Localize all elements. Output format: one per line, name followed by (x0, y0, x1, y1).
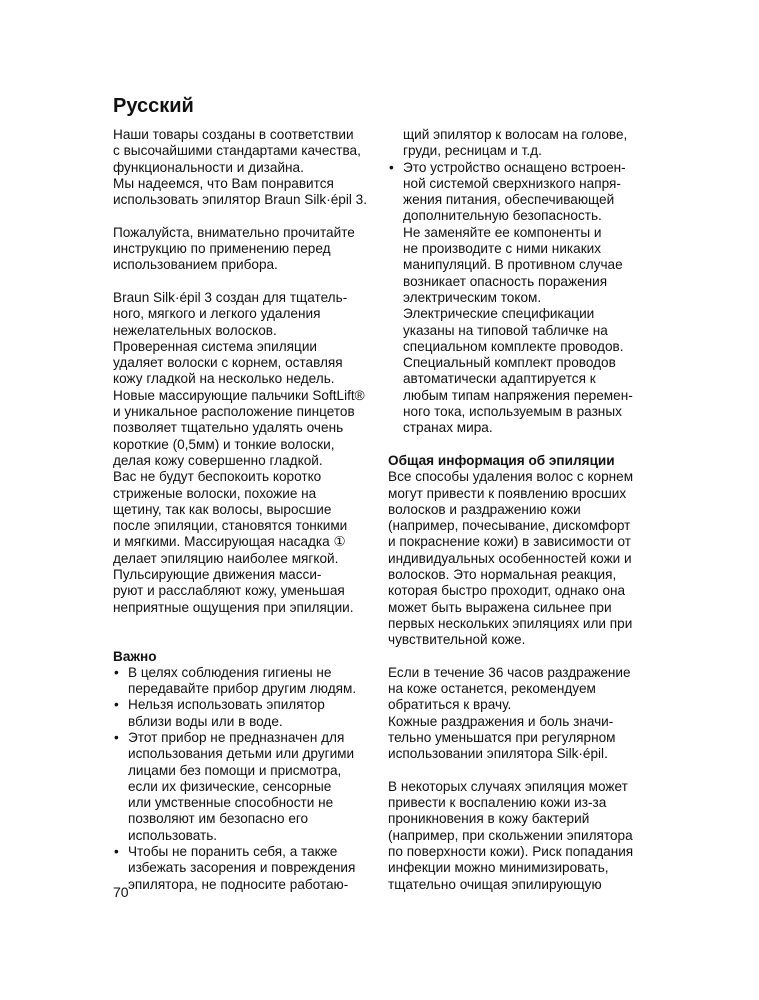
text-line (388, 697, 653, 713)
line-text: чувствительной коже. (388, 632, 526, 648)
line-text: Пульсирующие движения масси- (113, 567, 322, 583)
line-text: волосков и раздражению кожи (388, 501, 581, 517)
right-text-column (388, 127, 653, 893)
bullet-continuation (113, 763, 378, 779)
line-text: Braun Silk·épil 3 создан для тщатель- (113, 289, 348, 305)
bullet-continuation (388, 208, 653, 224)
text-line (388, 551, 653, 567)
line-text: ного, мягкого и легкого удаления (113, 306, 321, 322)
text-line (113, 192, 378, 208)
line-text: возникает опасность поражения (403, 273, 608, 289)
text-line (388, 600, 653, 616)
text-line (388, 632, 653, 648)
bullet-continuation (388, 339, 653, 355)
line-text: (например, почесывание, дискомфорт (388, 518, 631, 534)
line-text: удаляет волоски с корнем, оставляя (113, 355, 343, 371)
line-text: Мы надеемся, что Вам понравится (113, 175, 334, 191)
line-text: первых нескольких эпиляциях или при (388, 615, 633, 631)
line-text: Если в течение 36 часов раздражение (388, 664, 631, 680)
paragraph-gap (113, 208, 378, 224)
bullet-continuation (113, 746, 378, 762)
line-text: использования детьми или другими (128, 746, 355, 762)
line-text: по поверхности кожи). Риск попадания (388, 844, 634, 860)
line-text: Этот прибор не предназначен для (128, 729, 345, 745)
line-text: эпилятора, не подносите работаю- (128, 876, 349, 892)
line-text: использовать эпилятор Braun Silk·épil 3. (113, 192, 367, 208)
line-text: и покраснение кожи) в зависимости от (388, 534, 631, 550)
bullet-item (113, 844, 378, 860)
bullet-item (113, 665, 378, 681)
text-line (388, 811, 653, 827)
line-text: избежать засорения и повреждения (128, 860, 356, 876)
text-line (113, 469, 378, 485)
paragraph-gap (388, 649, 653, 665)
line-text: вблизи воды или в воде. (128, 713, 283, 729)
bullet-mark: • (114, 844, 119, 860)
line-text: использованием прибора. (113, 257, 278, 273)
bullet-continuation (388, 225, 653, 241)
text-line (113, 306, 378, 322)
text-line (388, 746, 653, 762)
line-text: привести к воспалению кожи из-за (388, 795, 607, 811)
text-line (388, 860, 653, 876)
line-text: которая быстро проходит, однако она (388, 583, 626, 599)
line-text: волосков. Это нормальная реакция, (388, 567, 617, 583)
text-line (113, 225, 378, 241)
bullet-continuation (388, 274, 653, 290)
page-number: 70 (113, 884, 129, 900)
line-text: манипуляций. В противном случае (403, 257, 623, 273)
line-text: и уникальное расположение пинцетов (113, 404, 355, 420)
line-text: специальном комплекте проводов. (403, 338, 624, 354)
line-text: ной системой сверхнизкого напря- (403, 175, 621, 191)
bullet-continuation (388, 241, 653, 257)
bullet-continuation (113, 795, 378, 811)
line-text: функциональности и дизайна. (113, 159, 304, 175)
left-text-column (113, 127, 378, 893)
line-text: В целях соблюдения гигиены не (128, 664, 332, 680)
bullet-continuation (113, 828, 378, 844)
line-text: использовании эпилятора Silk·épil. (388, 746, 608, 762)
text-line (113, 567, 378, 583)
text-line (113, 437, 378, 453)
text-line (388, 469, 653, 485)
line-text: нежелательных волосков. (113, 322, 277, 338)
bullet-continuation (113, 860, 378, 876)
bullet-item (388, 160, 653, 176)
paragraph-gap (388, 437, 653, 453)
bullet-mark: • (114, 729, 119, 745)
text-line (113, 355, 378, 371)
line-text: указаны на типовой табличке на (403, 322, 608, 338)
paragraph-gap (113, 274, 378, 290)
text-line (113, 290, 378, 306)
text-line (388, 616, 653, 632)
text-line (113, 257, 378, 273)
bullet-continuation (388, 127, 653, 143)
paragraph-gap (113, 632, 378, 648)
text-line (388, 795, 653, 811)
text-line (388, 583, 653, 599)
line-text: использовать. (128, 827, 218, 843)
line-text: позволяет тщательно удалять очень (113, 420, 344, 436)
line-text: электрическим током. (403, 289, 542, 305)
line-text: Специальный комплект проводов (403, 355, 616, 371)
text-line (113, 160, 378, 176)
line-text: странах мира. (403, 420, 493, 436)
line-text: руют и расслабляют кожу, уменьшая (113, 583, 345, 599)
bullet-continuation (388, 323, 653, 339)
section-heading (388, 453, 653, 469)
text-line (113, 502, 378, 518)
line-text: кожу гладкой на несколько недель. (113, 371, 335, 387)
line-text: не производите с ними никаких (403, 241, 602, 257)
line-text: может быть выражена сильнее при (388, 599, 612, 615)
text-line (113, 453, 378, 469)
bullet-mark: • (114, 697, 119, 713)
bullet-continuation (388, 176, 653, 192)
line-text: с высочайшими стандартами качества, (113, 143, 361, 159)
text-line (388, 518, 653, 534)
line-text: (например, при скольжении эпилятора (388, 827, 633, 843)
text-line (113, 583, 378, 599)
line-text: В некоторых случаях эпиляция может (388, 778, 628, 794)
section-heading (113, 649, 378, 665)
line-text: обратиться к врачу. (388, 697, 512, 713)
text-line (388, 877, 653, 893)
line-text: щетину, так как волосы, выросшие (113, 501, 332, 517)
line-text: Электрические спецификации (403, 306, 595, 322)
bullet-continuation (113, 681, 378, 697)
text-line (113, 143, 378, 159)
line-text: и мягкими. Массирующая насадка ① (113, 534, 346, 550)
line-text: Все способы удаления волос с корнем (388, 469, 634, 485)
line-text: Нельзя использовать эпилятор (128, 697, 325, 713)
line-text: щий эпилятор к волосам на голове, (403, 127, 628, 142)
text-line (113, 323, 378, 339)
line-text: позволяют им безопасно его (128, 811, 309, 827)
text-line (388, 534, 653, 550)
line-text: Наши товары созданы в соответствии (113, 127, 354, 142)
line-text: после эпиляции, становятся тонкими (113, 518, 348, 534)
text-line (113, 534, 378, 550)
bullet-mark: • (389, 159, 394, 175)
text-line (113, 176, 378, 192)
line-text: Проверенная система эпиляции (113, 338, 318, 354)
bullet-continuation (388, 143, 653, 159)
text-line (113, 241, 378, 257)
text-line (388, 486, 653, 502)
bullet-continuation (388, 388, 653, 404)
line-text: автоматически адаптируется к (403, 371, 596, 387)
line-text: проникновения в кожу бактерий (388, 811, 590, 827)
line-text: тельно уменьшатся при регулярном (388, 729, 616, 745)
line-text: делая кожу совершенно гладкой. (113, 452, 323, 468)
line-text: Общая информация об эпиляции (388, 452, 615, 468)
bullet-continuation (113, 714, 378, 730)
text-line (113, 420, 378, 436)
line-text: передавайте прибор другим людям. (128, 681, 357, 697)
line-text: неприятные ощущения при эпиляции. (113, 599, 354, 615)
bullet-continuation (388, 420, 653, 436)
bullet-mark: • (114, 664, 119, 680)
line-text: на коже останется, рекомендуем (388, 681, 596, 697)
text-line (113, 518, 378, 534)
text-line (388, 844, 653, 860)
text-line (388, 681, 653, 697)
line-text: если их физические, сенсорные (128, 778, 332, 794)
paragraph-gap (388, 763, 653, 779)
text-line (113, 371, 378, 387)
bullet-item (113, 730, 378, 746)
line-text: Важно (113, 648, 157, 664)
line-text: Не заменяйте ее компоненты и (403, 224, 602, 240)
text-line (113, 486, 378, 502)
bullet-continuation (388, 290, 653, 306)
line-text: лицами без помощи и присмотра, (128, 762, 342, 778)
line-text: груди, ресницам и т.д. (403, 143, 542, 159)
text-line (388, 714, 653, 730)
text-line (113, 339, 378, 355)
line-text: Пожалуйста, внимательно прочитайте (113, 224, 355, 240)
paragraph-gap (113, 616, 378, 632)
line-text: короткие (0,5мм) и тонкие волоски, (113, 436, 335, 452)
line-text: Кожные раздражения и боль значи- (388, 713, 614, 729)
bullet-continuation (113, 877, 378, 893)
bullet-continuation (388, 355, 653, 371)
line-text: ного тока, используемым в разных (403, 404, 622, 420)
line-text: стриженые волоски, похожие на (113, 485, 317, 501)
bullet-continuation (388, 192, 653, 208)
page-title: Русский (113, 95, 194, 117)
bullet-item (113, 697, 378, 713)
text-line (388, 828, 653, 844)
line-text: Новые массирующие пальчики SoftLift® (113, 387, 365, 403)
line-text: тщательно очищая эпилирующую (388, 876, 602, 892)
line-text: инструкцию по применению перед (113, 241, 331, 257)
text-line (113, 600, 378, 616)
text-line (113, 388, 378, 404)
line-text: Чтобы не поранить себя, а также (128, 844, 338, 860)
bullet-continuation (388, 371, 653, 387)
line-text: могут привести к появлению вросших (388, 485, 627, 501)
bullet-continuation (388, 404, 653, 420)
bullet-continuation (388, 306, 653, 322)
line-text: или умственные способности не (128, 795, 334, 811)
text-line (388, 730, 653, 746)
bullet-continuation (388, 257, 653, 273)
line-text: дополнительную безопасность. (403, 208, 602, 224)
line-text: жения питания, обеспечивающей (403, 192, 615, 208)
text-line (388, 567, 653, 583)
text-line (113, 127, 378, 143)
text-line (388, 665, 653, 681)
line-text: индивидуальных особенностей кожи и (388, 550, 632, 566)
line-text: делает эпиляцию наиболее мягкой. (113, 550, 339, 566)
bullet-continuation (113, 811, 378, 827)
line-text: Это устройство оснащено встроен- (403, 159, 626, 175)
text-line (113, 404, 378, 420)
line-text: любым типам напряжения перемен- (403, 387, 633, 403)
text-line (388, 779, 653, 795)
line-text: инфекции можно минимизировать, (388, 860, 609, 876)
text-line (113, 551, 378, 567)
bullet-continuation (113, 779, 378, 795)
line-text: Вас не будут беспокоить коротко (113, 469, 322, 485)
text-line (388, 502, 653, 518)
